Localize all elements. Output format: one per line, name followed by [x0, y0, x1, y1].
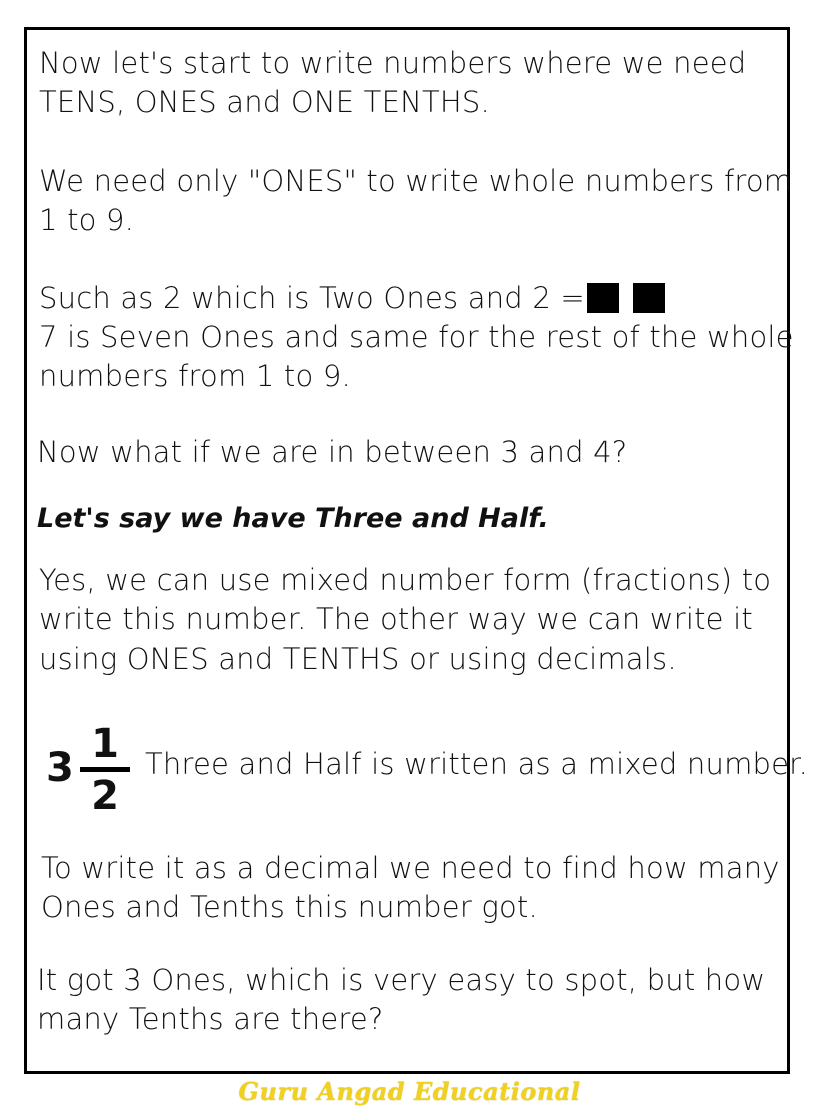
ones-line-1: We need only "ONES" to write whole numbers from: [39, 164, 793, 198]
intro-line-2: TENS, ONES and ONE TENTHS.: [39, 85, 490, 119]
example-line-1: [39, 279, 665, 318]
example-line-1-text: Such as 2 which is Two Ones and 2 =: [39, 281, 585, 315]
conclusion-line-1: It got 3 Ones, which is very easy to spot, but how: [37, 963, 766, 997]
footer-credit: Guru Angad Educational: [238, 1077, 581, 1106]
example-line-3: numbers from 1 to 9.: [39, 359, 351, 393]
explanation-line-3: using ONES and TENTHS or using decimals.: [39, 642, 677, 676]
decimal-line-2: Ones and Tenths this number got.: [41, 890, 538, 924]
mixed-number-whole: 3: [46, 745, 74, 791]
example-line-2: 7 is Seven Ones and same for the rest of the whole: [39, 320, 794, 354]
mixed-number: [46, 722, 136, 822]
decimal-line-1: To write it as a decimal we need to find how many: [41, 851, 780, 885]
question-line: Now what if we are in between 3 and 4?: [37, 435, 628, 469]
conclusion-line-2: many Tenths are there?: [37, 1002, 384, 1036]
explanation-line-2: write this number. The other way we can write it: [39, 602, 753, 636]
mixed-number-denominator: 2: [91, 773, 119, 819]
mixed-number-caption: Three and Half is written as a mixed number.: [145, 747, 809, 781]
intro-line-1: Now let's start to write numbers where we need: [39, 46, 747, 80]
fraction-bar: [80, 767, 130, 772]
ones-block-icon: [633, 283, 665, 313]
mixed-number-numerator: 1: [91, 721, 119, 767]
ones-line-2: 1 to 9.: [39, 203, 135, 237]
ones-block-icon: [587, 283, 619, 313]
section-heading: Let's say we have Three and Half.: [37, 503, 549, 534]
explanation-line-1: Yes, we can use mixed number form (fractions) to: [39, 563, 772, 597]
